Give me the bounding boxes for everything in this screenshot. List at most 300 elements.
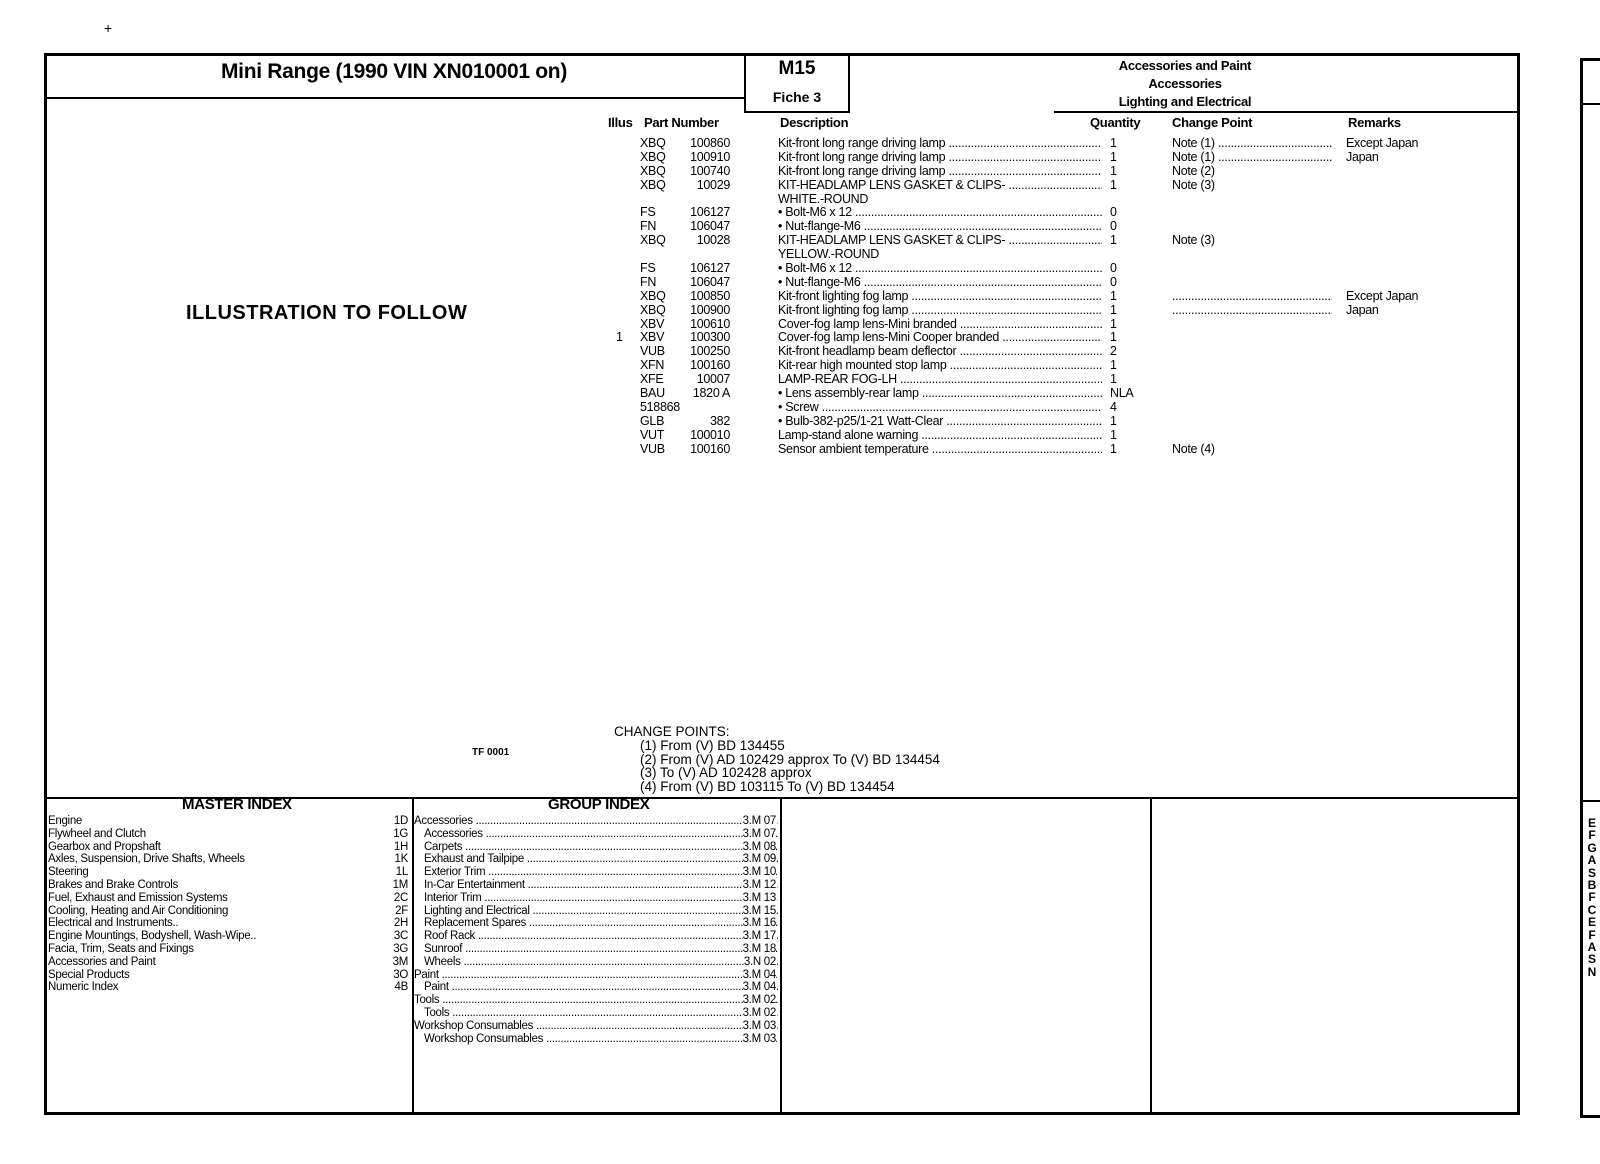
master-index-item[interactable] <box>48 969 408 982</box>
master-index-label: Engine Mountings, Bodyshell, Wash-Wipe.. <box>48 930 257 943</box>
description-text: Lamp-stand alone warning <box>778 428 919 442</box>
part-row <box>600 193 1510 207</box>
part-prefix: XBQ <box>640 302 666 317</box>
description-text: Kit-front long range driving lamp <box>778 137 946 150</box>
side-tab-letters <box>1584 817 1600 978</box>
group-index-label <box>424 905 778 918</box>
part-prefix: FS <box>640 205 656 220</box>
group-index-item[interactable] <box>414 994 778 1007</box>
ref-code: M15 <box>778 58 816 79</box>
description-text: KIT-HEADLAMP LENS GASKET & CLIPS- <box>778 234 1006 248</box>
part-row <box>600 248 1510 262</box>
master-index-code: 2C <box>393 891 408 904</box>
group-index-code: 3.M 02 <box>742 994 776 1007</box>
part-quantity: 2 <box>1110 344 1117 359</box>
side-tab-letter: S <box>1587 865 1596 880</box>
part-row <box>600 401 1510 415</box>
part-description <box>778 373 1102 387</box>
dot-leader <box>449 981 778 993</box>
master-index-code: 1K <box>394 853 408 866</box>
group-index-item[interactable] <box>414 969 778 982</box>
part-number: 100740 <box>690 163 730 178</box>
part-description <box>778 206 1102 220</box>
part-quantity: 1 <box>1110 358 1117 373</box>
group-index-label <box>424 853 778 866</box>
group-index-text: Carpets <box>424 840 463 853</box>
part-quantity: 1 <box>1110 149 1117 164</box>
description-text: Kit-front lighting fog lamp <box>778 289 909 303</box>
group-index-label <box>424 828 778 841</box>
group-index-text: Tools <box>424 1006 450 1019</box>
part-number: 100910 <box>690 149 730 164</box>
tf-code: TF 0001 <box>472 747 510 758</box>
group-index-code: 3.M 17 <box>742 930 776 943</box>
header-divider-right <box>1054 111 1520 113</box>
dot-leader <box>1215 151 1332 164</box>
master-index-item[interactable] <box>48 841 408 854</box>
part-prefix: FN <box>640 219 657 234</box>
part-quantity: 1 <box>1110 427 1117 442</box>
dot-leader <box>449 1007 778 1019</box>
dot-leader <box>919 387 1102 400</box>
col-change-point: Change Point <box>1172 115 1253 130</box>
group-index-text: Lighting and Electrical <box>424 904 530 917</box>
part-remarks: Except Japan <box>1346 288 1419 303</box>
part-prefix: XBQ <box>640 163 666 178</box>
dot-leader <box>439 994 778 1006</box>
description-text: • Bulb-382-p25/1-21 Watt-Clear <box>778 414 944 428</box>
master-index-title: MASTER INDEX <box>182 796 292 813</box>
description-text: Kit-front long range driving lamp <box>778 150 946 164</box>
master-index-item[interactable] <box>48 866 408 879</box>
group-index-title: GROUP INDEX <box>548 796 650 813</box>
dot-leader <box>481 892 778 904</box>
description-text: • Nut-flange-M6 <box>778 220 861 234</box>
group-index-code: 3.M 04 <box>742 968 776 981</box>
group-index-text: Exterior Trim <box>424 866 486 879</box>
group-index-label <box>424 956 778 969</box>
dot-leader <box>957 318 1102 331</box>
group-index-code: 3.M 07 <box>742 815 776 827</box>
index-column-separator <box>780 797 782 1115</box>
description-text: Kit-front headlamp beam deflector <box>778 345 957 359</box>
part-description: YELLOW.-ROUND <box>778 248 879 262</box>
part-quantity: 4 <box>1110 399 1117 414</box>
group-index-code: 3.M 08 <box>742 840 776 853</box>
group-index-label <box>414 969 778 982</box>
dot-leader <box>1005 179 1102 192</box>
part-description <box>778 220 1102 234</box>
part-number: 100610 <box>690 316 730 331</box>
group-index-item[interactable] <box>414 1033 778 1046</box>
group-index-code: 3.M 02 <box>742 1006 776 1019</box>
stray-mark: + <box>104 20 113 36</box>
master-index-item[interactable] <box>48 828 408 841</box>
master-index-label: Accessories and Paint <box>48 955 156 968</box>
part-remarks: Japan <box>1346 302 1379 317</box>
side-tab-letter: N <box>1587 964 1597 979</box>
description-text: • Bolt-M6 x 12 <box>778 262 852 276</box>
section-line: Accessories <box>1148 76 1222 91</box>
part-number: 100850 <box>690 288 730 303</box>
group-index-text: Replacement Spares <box>424 917 526 930</box>
col-description: Description <box>780 115 849 130</box>
dot-leader <box>852 262 1102 275</box>
part-number: 100160 <box>690 441 730 456</box>
change-text: Note (3) <box>1172 178 1215 192</box>
group-index-code: 3.M 18 <box>742 942 776 955</box>
description-text: • Nut-flange-M6 <box>778 275 861 289</box>
group-index-label <box>424 943 778 956</box>
part-number: 100010 <box>690 427 730 442</box>
change-text: Note (4) <box>1172 442 1215 456</box>
part-prefix: XBQ <box>640 136 666 150</box>
group-index-item[interactable] <box>414 815 778 828</box>
part-quantity: NLA <box>1110 386 1134 401</box>
part-remarks: Except Japan <box>1346 136 1419 150</box>
header-divider <box>44 97 746 99</box>
master-index-label: Numeric Index <box>48 981 119 994</box>
dot-leader <box>861 220 1102 233</box>
master-index-code: 1L <box>395 866 408 879</box>
group-index-label <box>414 1020 778 1033</box>
dot-leader <box>861 276 1102 289</box>
group-index-label <box>424 879 778 892</box>
description-text: LAMP-REAR FOG-LH <box>778 373 897 387</box>
part-number: 1820 A <box>692 386 730 401</box>
master-index-item[interactable] <box>48 917 408 930</box>
group-index-item[interactable] <box>414 917 778 930</box>
master-index-label: Facia, Trim, Seats and Fixings <box>48 942 194 955</box>
part-prefix: GLB <box>640 413 665 428</box>
dot-leader <box>1172 304 1332 317</box>
group-index-code: 3.M 15 <box>742 904 776 917</box>
part-number: 100300 <box>690 330 730 345</box>
part-number: 10007 <box>696 372 730 387</box>
part-quantity: 1 <box>1110 372 1117 387</box>
dot-leader <box>473 815 778 827</box>
change-point-item: (2) From (V) AD 102429 approx To (V) BD 134454 <box>640 751 940 767</box>
part-number: 106047 <box>690 274 730 289</box>
side-tab-letter: A <box>1587 940 1597 955</box>
part-description <box>778 359 1102 373</box>
part-description <box>778 179 1102 193</box>
group-index-text: Roof Rack <box>424 930 475 943</box>
group-index-item[interactable] <box>414 930 778 943</box>
dot-leader <box>485 866 778 878</box>
side-tab-letter: G <box>1587 840 1597 855</box>
part-row <box>600 276 1510 290</box>
part-number: 100250 <box>690 344 730 359</box>
master-index-label: Steering <box>48 866 89 879</box>
part-description <box>778 151 1102 165</box>
dot-leader <box>918 429 1102 442</box>
side-tab-letter: F <box>1588 828 1596 843</box>
group-index-item[interactable] <box>414 853 778 866</box>
part-row <box>600 387 1510 401</box>
group-index-label <box>424 866 778 879</box>
part-row <box>600 179 1510 193</box>
part-prefix: VUT <box>640 427 665 442</box>
change-text: Note (1) <box>1172 150 1215 164</box>
master-index-item[interactable] <box>48 853 408 866</box>
header-ref-underline <box>744 111 850 113</box>
group-index-label <box>424 981 778 994</box>
dot-leader <box>533 1020 778 1032</box>
master-index-code: 1G <box>393 827 408 840</box>
master-index-label: Special Products <box>48 968 130 981</box>
master-index-item[interactable] <box>48 956 408 969</box>
part-description <box>778 262 1102 276</box>
part-change-point <box>1172 443 1332 457</box>
master-index-label: Axles, Suspension, Drive Shafts, Wheels <box>48 853 245 866</box>
side-tab-letter: A <box>1587 853 1597 868</box>
side-tab-letter: F <box>1588 890 1596 905</box>
part-prefix: VUB <box>640 441 665 456</box>
group-index-item[interactable] <box>414 943 778 956</box>
dot-leader <box>1215 137 1332 150</box>
side-tab-letter: E <box>1587 915 1596 930</box>
group-index-code: 3.M 10 <box>742 866 776 879</box>
group-index-item[interactable] <box>414 866 778 879</box>
dot-leader <box>999 331 1102 344</box>
fiche-label: Fiche 3 <box>772 89 822 105</box>
description-text: Kit-front long range driving lamp <box>778 164 946 178</box>
master-index-label: Brakes and Brake Controls <box>48 878 178 891</box>
part-quantity: 1 <box>1110 233 1117 248</box>
part-description <box>778 345 1102 359</box>
part-change-point <box>1172 234 1332 248</box>
dot-leader <box>945 137 1102 150</box>
part-description <box>778 401 1102 415</box>
group-index-label <box>414 815 778 828</box>
dot-leader <box>439 969 778 981</box>
part-description <box>778 318 1102 332</box>
part-number: 10029 <box>696 177 730 192</box>
dot-leader <box>945 165 1102 178</box>
dot-leader <box>524 853 778 865</box>
part-change-point <box>1172 290 1332 304</box>
change-text: Note (3) <box>1172 234 1215 248</box>
group-index-item[interactable] <box>414 828 778 841</box>
part-row <box>600 290 1510 304</box>
part-change-point <box>1172 304 1332 318</box>
side-tab-letter: S <box>1587 952 1596 967</box>
part-quantity: 1 <box>1110 177 1117 192</box>
master-index-code: 3O <box>393 968 408 981</box>
part-prefix: XFE <box>640 372 664 387</box>
part-quantity: 1 <box>1110 413 1117 428</box>
col-part-number: Part Number <box>644 115 719 130</box>
part-change-point <box>1172 179 1332 193</box>
part-row <box>600 359 1510 373</box>
dot-leader <box>956 345 1102 358</box>
master-index-label: Electrical and Instruments.. <box>48 917 179 930</box>
part-description <box>778 443 1102 457</box>
part-quantity: 1 <box>1110 316 1117 331</box>
group-index-item[interactable] <box>414 1007 778 1020</box>
header-separator <box>848 53 850 113</box>
part-quantity: 1 <box>1110 441 1117 456</box>
group-index-code: 3.N 02 <box>743 955 776 968</box>
part-row <box>600 234 1510 248</box>
group-index-text: Workshop Consumables <box>414 1019 534 1032</box>
part-number: 106127 <box>690 205 730 220</box>
part-prefix: FS <box>640 261 656 276</box>
dot-leader <box>852 206 1102 219</box>
part-quantity: 0 <box>1110 219 1117 234</box>
group-index-item[interactable] <box>414 905 778 918</box>
part-prefix: XBQ <box>640 288 666 303</box>
col-quantity: Quantity <box>1090 115 1141 130</box>
side-tab-letter: F <box>1588 927 1596 942</box>
group-index-text: Exhaust and Tailpipe <box>424 853 524 866</box>
group-index-label <box>424 841 778 854</box>
dot-leader <box>943 415 1102 428</box>
change-point-item: (4) From (V) BD 103115 To (V) BD 134454 <box>640 778 895 794</box>
change-point-item: (1) From (V) BD 134455 <box>640 738 785 753</box>
description-text: Cover-fog lamp lens-Mini branded <box>778 317 957 331</box>
group-index-text: Accessories <box>414 815 473 827</box>
master-index-code: 2H <box>393 917 408 930</box>
part-number: 382 <box>710 413 730 428</box>
group-index-item[interactable] <box>414 981 778 994</box>
part-prefix: XBQ <box>640 149 666 164</box>
part-prefix: XBQ <box>640 177 666 192</box>
group-index-code: 3.M 13 <box>742 891 776 904</box>
part-description <box>778 276 1102 290</box>
group-index-code: 3.M 03 <box>742 1032 776 1045</box>
master-index-item[interactable] <box>48 943 408 956</box>
part-prefix: VUB <box>640 344 665 359</box>
group-index-text: Accessories <box>424 827 483 840</box>
group-index-label <box>424 892 778 905</box>
group-index-item[interactable] <box>414 879 778 892</box>
description-text: KIT-HEADLAMP LENS GASKET & CLIPS- <box>778 178 1006 192</box>
master-index-code: 3G <box>393 942 408 955</box>
part-description <box>778 415 1102 429</box>
part-number: 106047 <box>690 219 730 234</box>
side-tab-letter: C <box>1587 902 1597 917</box>
part-quantity: 1 <box>1110 302 1117 317</box>
description-text: • Lens assembly-rear lamp <box>778 387 919 401</box>
group-index-label <box>424 917 778 930</box>
master-index-label: Cooling, Heating and Air Conditioning <box>48 904 229 917</box>
part-remarks: Japan <box>1346 149 1379 164</box>
group-index-code: 3.M 16 <box>742 917 776 930</box>
part-description <box>778 387 1102 401</box>
part-description <box>778 304 1102 318</box>
col-illus: Illus <box>608 115 633 130</box>
master-index-item[interactable] <box>48 905 408 918</box>
part-description <box>778 165 1102 179</box>
illus-number: 1 <box>616 330 623 345</box>
col-remarks: Remarks <box>1348 115 1401 130</box>
part-number: 100860 <box>690 136 730 150</box>
part-change-point <box>1172 151 1332 165</box>
dot-leader <box>1005 234 1102 247</box>
master-index-code: 1M <box>392 878 408 891</box>
group-index-text: In-Car Entertainment <box>424 878 525 891</box>
group-index-text: Paint <box>414 968 439 981</box>
part-number: 10028 <box>696 233 730 248</box>
master-index-item[interactable] <box>48 930 408 943</box>
master-index-code: 3C <box>393 930 408 943</box>
group-index-text: Interior Trim <box>424 891 482 904</box>
description-text: Sensor ambient temperature <box>778 442 929 456</box>
index-column-separator <box>1150 797 1152 1115</box>
description-text: • Screw <box>778 400 819 414</box>
part-quantity: 0 <box>1110 274 1117 289</box>
group-index-item[interactable] <box>414 892 778 905</box>
master-index-item[interactable] <box>48 892 408 905</box>
side-tab-letter: E <box>1587 816 1596 830</box>
description-text: Cover-fog lamp lens-Mini Cooper branded <box>778 331 1000 345</box>
part-quantity: 0 <box>1110 205 1117 220</box>
part-number: 100160 <box>690 358 730 373</box>
group-index-item[interactable] <box>414 956 778 969</box>
description-text: • Bolt-M6 x 12 <box>778 206 852 220</box>
part-change-point <box>1172 165 1332 179</box>
dot-leader <box>530 905 778 917</box>
part-row <box>600 304 1510 318</box>
page-title: Mini Range (1990 VIN XN010001 on) <box>220 60 568 83</box>
part-row <box>600 165 1510 179</box>
part-number: 100900 <box>690 302 730 317</box>
change-points-list <box>640 739 940 793</box>
part-prefix: 518868 <box>640 399 680 414</box>
part-prefix: XBV <box>640 330 665 345</box>
group-index-label <box>424 1033 778 1046</box>
group-index-text: Workshop Consumables <box>424 1032 544 1045</box>
part-description <box>778 234 1102 248</box>
side-tab-tick <box>1580 800 1600 802</box>
group-index-label <box>414 994 778 1007</box>
part-row <box>600 331 1510 345</box>
change-point-item: (3) To (V) AD 102428 approx <box>640 765 812 781</box>
group-index-label <box>424 930 778 943</box>
part-prefix: XBV <box>640 316 665 331</box>
master-index-code: 1D <box>393 815 408 827</box>
part-row <box>600 151 1510 165</box>
part-quantity: 1 <box>1110 330 1117 345</box>
part-description: WHITE.-ROUND <box>778 192 869 206</box>
dot-leader <box>483 828 778 840</box>
dot-leader <box>947 359 1102 372</box>
group-index-item[interactable] <box>414 841 778 854</box>
section-heading <box>852 57 1518 111</box>
group-index-text: Tools <box>414 994 440 1007</box>
part-row <box>600 318 1510 332</box>
master-index-label: Flywheel and Clutch <box>48 827 146 840</box>
group-index-code: 3.M 09 <box>742 853 776 866</box>
part-prefix: FN <box>640 274 657 289</box>
master-index-item[interactable] <box>48 879 408 892</box>
master-index-item[interactable] <box>48 981 408 994</box>
parts-list <box>600 137 1510 456</box>
group-index-item[interactable] <box>414 1020 778 1033</box>
part-prefix: XFN <box>640 358 665 373</box>
master-index-label: Gearbox and Propshaft <box>48 840 161 853</box>
part-prefix: XBQ <box>640 233 666 248</box>
dot-leader <box>908 290 1102 303</box>
change-points-title: CHANGE POINTS: <box>614 724 730 739</box>
group-index-code: 3.M 12 <box>742 878 776 891</box>
master-index-item[interactable] <box>48 815 408 828</box>
group-index-code: 3.M 04 <box>742 981 776 994</box>
part-quantity: 1 <box>1110 288 1117 303</box>
part-quantity: 0 <box>1110 261 1117 276</box>
